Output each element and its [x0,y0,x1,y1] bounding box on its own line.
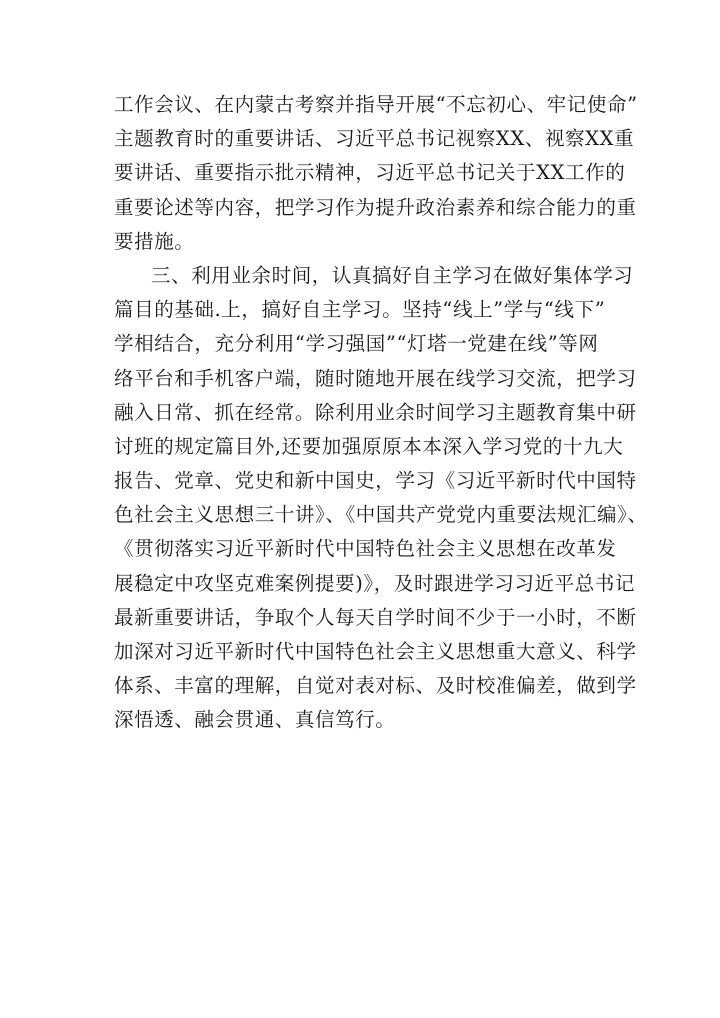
paragraph-line: 展稳定中攻坚克难案例提要)》，及时跟进学习习近平总书记 [114,571,636,595]
paragraph-line: 工作会议、在内蒙古考察并指导开展“不忘初心、牢记使命” [114,93,638,116]
paragraph-line: 学相结合，充分利用“学习强国”“灯塔一党建在线”等网 [114,332,599,356]
paragraph-line: 深悟透、融会贯通、真信笃行。 [114,708,396,732]
paragraph-line: 讨班的规定篇目外,还要加强原原本本深入学习党的十九大 [114,434,624,458]
paragraph-line: 色社会主义思想三十讲》、《中国共产党党内重要法规汇编》、 [114,503,648,527]
paragraph-line: 络平台和手机客户端，随时随地开展在线学习交流，把学习 [114,366,637,390]
paragraph-line: 主题教育时的重要讲话、习近平总书记视察XX、视察XX重 [114,127,635,151]
paragraph-line: 体系、丰富的理解，自觉对表对标、及时校准偏差，做到学 [114,674,637,698]
paragraph-line: 加深对习近平新时代中国特色社会主义思想重大意义、科学 [114,640,637,663]
paragraph-line: 最新重要讲话，争取个人每天自学时间不少于一小时，不断 [114,605,637,629]
paragraph-line: 《贯彻落实习近平新时代中国特色社会主义思想在改革发 [114,537,617,561]
paragraph-line: 篇目的基础.上，搞好自主学习。坚持“线上”学与“线下” [114,298,606,322]
paragraph-line: 报告、党章、党史和新中国史，学习《习近平新时代中国特 [114,469,637,493]
paragraph-line: 三、利用业余时间，认真搞好自主学习在做好集体学习 [151,263,634,287]
paragraph-1 [114,88,674,259]
paragraph-2 [114,259,674,738]
paragraph-line: 要讲话、重要指示批示精神，习近平总书记关于XX工作的 [114,161,626,185]
document-body [114,88,674,738]
paragraph-line: 要措施。 [114,229,195,253]
paragraph-line: 融入日常、抓在经常。除利用业余时间学习主题教育集中研 [114,400,637,424]
paragraph-line: 重要论述等内容，把学习作为提升政治素养和综合能力的重 [114,195,637,219]
